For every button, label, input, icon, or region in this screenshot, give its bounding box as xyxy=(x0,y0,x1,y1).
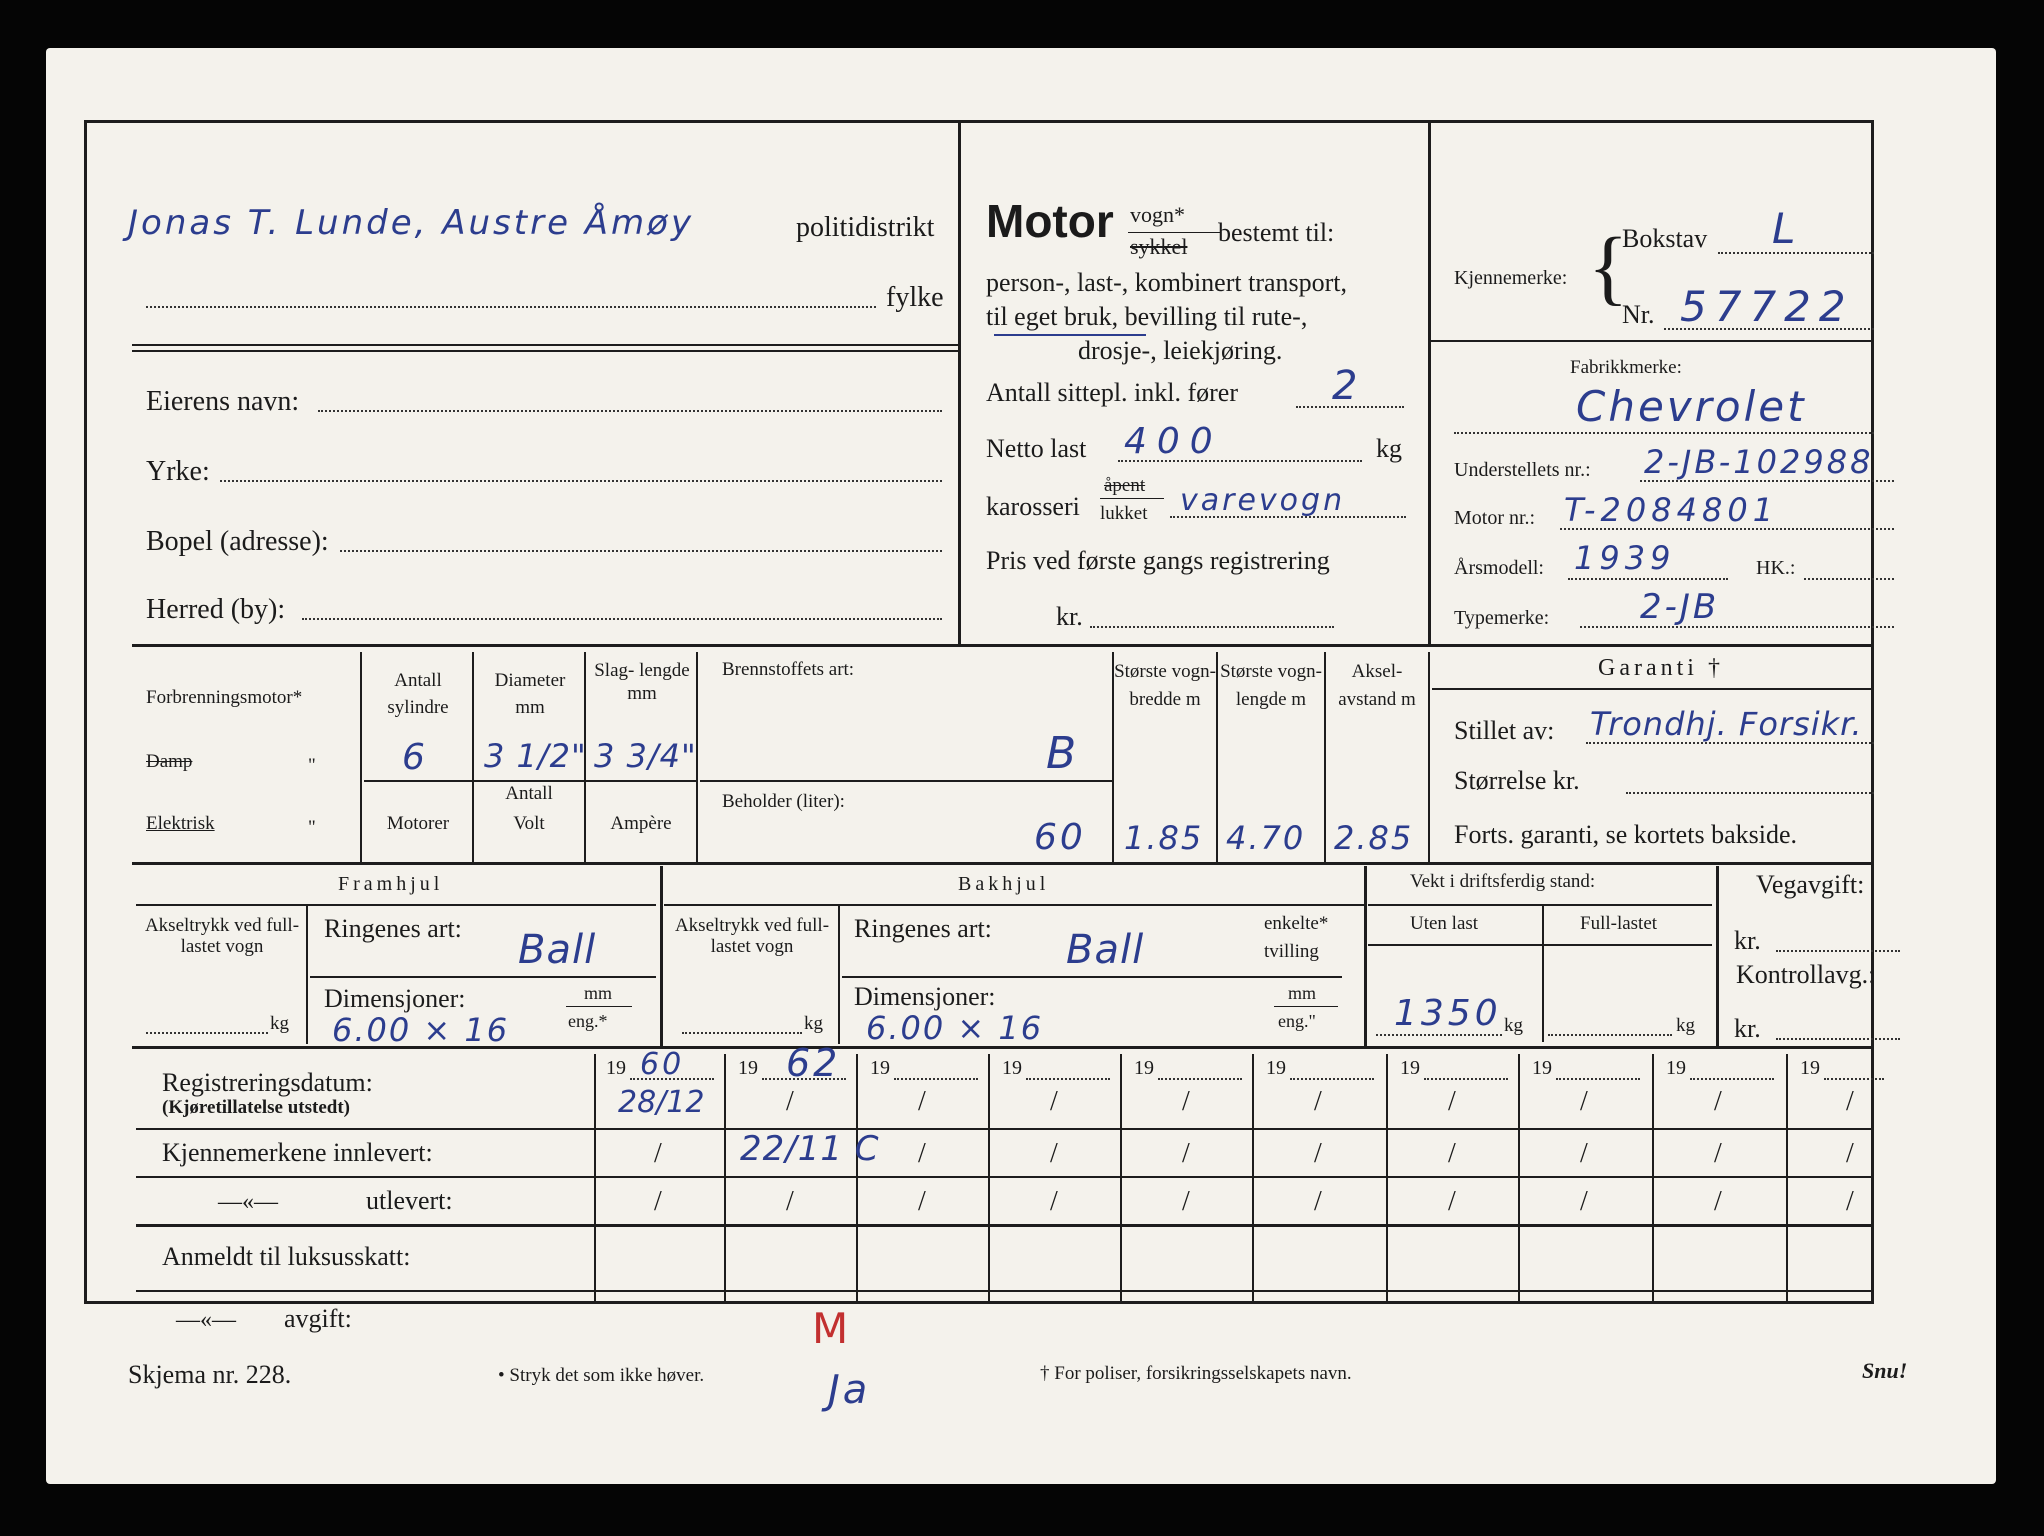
motornr-line xyxy=(1560,528,1894,530)
divider-v-motor xyxy=(958,120,961,644)
diameter-header: Diameter mm xyxy=(494,670,566,718)
eierens-navn-line xyxy=(318,410,942,412)
enkelte-label: enkelte* xyxy=(1264,913,1329,934)
bakhjul-title: Bakhjul xyxy=(958,873,1050,895)
full-lastet-kg: kg xyxy=(1676,1015,1695,1036)
tbl-col3 xyxy=(856,1054,858,1304)
slaglengde-header: Slag- lengde mm xyxy=(594,660,690,704)
pris-kr-label: kr. xyxy=(1056,602,1083,631)
tbl-col2 xyxy=(724,1054,726,1304)
divider-h-reg xyxy=(1428,340,1874,342)
year-prefix-9: 19 xyxy=(1666,1057,1686,1079)
fram-akseltrykk-kg: kg xyxy=(270,1013,289,1034)
divider-h-left2 xyxy=(132,350,958,352)
uten-last-line xyxy=(1376,1034,1502,1036)
slash-inn-3: / xyxy=(918,1138,926,1169)
karosseri-handwritten: varevogn xyxy=(1180,483,1346,518)
innlevert-label: Kjennemerkene innlevert: xyxy=(162,1138,433,1167)
luksusskatt-label: Anmeldt til luksusskatt: xyxy=(162,1242,411,1271)
slash-inn-7: / xyxy=(1448,1138,1456,1169)
year-line-3 xyxy=(894,1078,978,1080)
yrke-line xyxy=(220,480,942,482)
yrke-label: Yrke: xyxy=(146,456,210,487)
fram-h xyxy=(136,904,656,906)
fabrikkmerke-label: Fabrikkmerke: xyxy=(1570,357,1682,378)
sykkel-label: sykkel xyxy=(1130,234,1188,259)
wheels-col-vekt xyxy=(1364,866,1367,1046)
kontrollavgift-kr: kr. xyxy=(1734,1014,1761,1043)
bokstav-handwritten: L xyxy=(1772,204,1799,253)
nr-label: Nr. xyxy=(1622,300,1655,329)
typemerke-label: Typemerke: xyxy=(1454,607,1550,629)
vogn-fraction-line xyxy=(1128,232,1220,233)
storrelse-line xyxy=(1626,792,1874,794)
slag-handwritten: 3 3/4" xyxy=(594,737,697,775)
slash-inn-1: / xyxy=(654,1138,662,1169)
owner-district-handwritten: Jonas T. Lunde, Austre Åmøy xyxy=(128,203,695,243)
arsmodell-handwritten: 1939 xyxy=(1574,539,1676,577)
year-prefix-4: 19 xyxy=(1002,1057,1022,1079)
slash-reg-5: / xyxy=(1182,1086,1190,1117)
tbl-col7 xyxy=(1386,1054,1388,1304)
slash-reg-8: / xyxy=(1580,1086,1588,1117)
bak-mm-fraction xyxy=(1274,1006,1338,1007)
hk-line xyxy=(1804,578,1894,580)
fram-mm-fraction xyxy=(566,1006,632,1007)
slash-reg-6: / xyxy=(1314,1086,1322,1117)
vegavgift-kr: kr. xyxy=(1734,926,1761,955)
elektrisk-label: Elektrisk xyxy=(146,813,215,834)
sylindre-handwritten: 6 xyxy=(402,737,428,778)
kjennemerke-label: Kjennemerke: xyxy=(1454,267,1568,289)
tbl-col4 xyxy=(988,1054,990,1304)
slash-ut-10: / xyxy=(1846,1186,1854,1217)
year-prefix-6: 19 xyxy=(1266,1057,1286,1079)
slash-inn-8: / xyxy=(1580,1138,1588,1169)
bak-ring-line xyxy=(842,976,1342,978)
year-line-10 xyxy=(1824,1078,1884,1080)
uten-last-kg: kg xyxy=(1504,1015,1523,1036)
bak-ringenes-label: Ringenes art: xyxy=(854,914,992,943)
slash-inn-5: / xyxy=(1182,1138,1190,1169)
divider-h-engine xyxy=(132,644,1874,647)
framhjul-title: Framhjul xyxy=(338,873,444,895)
fylke-label: fylke xyxy=(886,282,944,313)
fram-ringenes-label: Ringenes art: xyxy=(324,914,462,943)
slash-inn-6: / xyxy=(1314,1138,1322,1169)
netto-unit: kg xyxy=(1376,434,1402,463)
damp-label: Damp xyxy=(146,751,193,772)
year-1-handwritten: 60 xyxy=(640,1047,685,1082)
tbl-col6 xyxy=(1252,1054,1254,1304)
fabrikkmerke-handwritten: Chevrolet xyxy=(1576,382,1807,431)
understell-label: Understellets nr.: xyxy=(1454,459,1591,481)
bak-akseltrykk-kg: kg xyxy=(804,1013,823,1034)
stryk-note: • Stryk det som ikke høver. xyxy=(498,1365,705,1386)
year-2-handwritten: 62 xyxy=(786,1041,841,1085)
tbl-row1 xyxy=(136,1128,1874,1130)
date-1-handwritten: 28/12 xyxy=(618,1085,705,1120)
year-prefix-3: 19 xyxy=(870,1057,890,1079)
divider-h-left xyxy=(132,344,958,346)
bredde-handwritten: 1.85 xyxy=(1124,819,1204,857)
ampere-label: Ampère xyxy=(610,813,672,834)
slash-inn-9: / xyxy=(1714,1138,1722,1169)
avgift-label: avgift: xyxy=(284,1304,352,1333)
purpose-line-2: til eget bruk, bevilling til rute-, xyxy=(986,302,1308,331)
innlevert-2-handwritten: 22/11 C xyxy=(740,1129,880,1169)
karosseri-line xyxy=(1170,516,1406,518)
fram-mm-label: mm xyxy=(584,983,613,1003)
motornr-handwritten: T-2084801 xyxy=(1564,491,1779,529)
bak-h xyxy=(664,904,1364,906)
bokstav-label: Bokstav xyxy=(1622,224,1708,253)
slash-ut-7: / xyxy=(1448,1186,1456,1217)
slash-ut-3: / xyxy=(918,1186,926,1217)
fram-col xyxy=(306,904,308,1044)
tvilling-label: tvilling xyxy=(1264,941,1319,962)
pris-label: Pris ved første gangs registrering xyxy=(986,546,1330,575)
herred-line xyxy=(302,618,942,620)
bak-dim-handwritten: 6.00 × 16 xyxy=(866,1009,1044,1047)
slash-ut-6: / xyxy=(1314,1186,1322,1217)
slash-reg-9: / xyxy=(1714,1086,1722,1117)
year-prefix-1: 19 xyxy=(606,1057,626,1079)
garanti-title: Garanti † xyxy=(1598,655,1724,681)
year-prefix-2: 19 xyxy=(738,1057,758,1079)
lengde-handwritten: 4.70 xyxy=(1226,819,1306,857)
slash-ut-4: / xyxy=(1050,1186,1058,1217)
politidistrikt-label: politidistrikt xyxy=(796,212,935,243)
vekt-h1 xyxy=(1368,904,1712,906)
poliser-note: † For poliser, forsikringsselskapets navn. xyxy=(1040,1363,1352,1384)
fram-dimensjoner-label: Dimensjoner: xyxy=(324,984,466,1013)
netto-line xyxy=(1118,460,1362,462)
stillet-handwritten: Trondhj. Forsikr. xyxy=(1590,705,1863,743)
antall-sylindre-header: Antall sylindre xyxy=(387,670,449,718)
year-prefix-5: 19 xyxy=(1134,1057,1154,1079)
year-prefix-7: 19 xyxy=(1400,1057,1420,1079)
brennstoff-handwritten: B xyxy=(1046,728,1080,779)
tbl-col5 xyxy=(1120,1054,1122,1304)
arsmodell-line xyxy=(1568,578,1728,580)
slash-inn-4: / xyxy=(1050,1138,1058,1169)
slash-reg-4: / xyxy=(1050,1086,1058,1117)
slash-reg-2: / xyxy=(786,1086,794,1117)
damp-ditto: " xyxy=(308,755,316,776)
engine-col8 xyxy=(1428,652,1430,862)
underline-eget-bruk xyxy=(994,334,1146,336)
understell-line xyxy=(1640,480,1894,482)
year-prefix-8: 19 xyxy=(1532,1057,1552,1079)
vegavgift-line xyxy=(1776,950,1900,952)
fram-akseltrykk-line xyxy=(146,1032,268,1034)
slash-ut-5: / xyxy=(1182,1186,1190,1217)
slash-reg-10: / xyxy=(1846,1086,1854,1117)
storste-lengde-header: Største vogn- lengde m xyxy=(1220,661,1322,710)
engine-h1 xyxy=(364,780,696,782)
beholder-handwritten: 60 xyxy=(1034,817,1086,858)
bokstav-line xyxy=(1718,252,1874,254)
tbl-row3 xyxy=(136,1224,1874,1227)
pris-line xyxy=(1090,626,1334,628)
snu-label: Snu! xyxy=(1862,1358,1908,1383)
avgift-ditto: —«— xyxy=(176,1307,236,1333)
tbl-col10 xyxy=(1786,1054,1788,1304)
storste-bredde-header: Største vogn- bredde m xyxy=(1114,661,1216,710)
divider-v-reg xyxy=(1428,120,1431,644)
uten-last-label: Uten last xyxy=(1410,913,1479,934)
karosseri-label: karosseri xyxy=(986,492,1080,521)
purpose-line-3: drosje-, leiekjøring. xyxy=(1078,336,1283,365)
uten-last-handwritten: 1350 xyxy=(1394,993,1502,1034)
tbl-row2 xyxy=(136,1176,1874,1178)
elektrisk-ditto: " xyxy=(308,817,316,838)
vekt-col xyxy=(1542,904,1544,1042)
apent-label: åpent xyxy=(1104,475,1146,496)
diameter-handwritten: 3 1/2" xyxy=(484,737,587,775)
motor-title: Motor xyxy=(986,195,1114,247)
fabrikkmerke-line xyxy=(1454,432,1874,434)
typemerke-line xyxy=(1580,626,1894,628)
antall-label: Antall xyxy=(505,783,553,804)
understell-handwritten: 2-JB-102988 xyxy=(1644,443,1874,481)
slash-reg-3: / xyxy=(918,1086,926,1117)
motorer-label: Motorer xyxy=(386,813,450,834)
kontrollavgift-label: Kontrollavg.: xyxy=(1736,960,1876,989)
brennstoff-label: Brennstoffets art: xyxy=(722,659,855,680)
bestemt-label: bestemt til: xyxy=(1218,218,1335,247)
stillet-label: Stillet av: xyxy=(1454,716,1555,745)
m-mark: M xyxy=(812,1304,852,1353)
fylke-line xyxy=(146,306,876,308)
akselavstand-header: Aksel- avstand m xyxy=(1338,661,1416,710)
bopel-label: Bopel (adresse): xyxy=(146,526,329,557)
forbrenning-label: Forbrenningsmotor* xyxy=(146,687,303,708)
nr-handwritten: 57722 xyxy=(1680,282,1854,331)
year-line-4 xyxy=(1026,1078,1110,1080)
sitteplasser-line xyxy=(1296,406,1404,408)
kjennemerke-brace: { xyxy=(1588,221,1629,314)
motornr-label: Motor nr.: xyxy=(1454,507,1536,529)
bak-akseltrykk-header: Akseltrykk ved full-lastet vogn xyxy=(674,915,830,957)
wheels-col-mid xyxy=(660,866,663,1046)
herred-label: Herred (by): xyxy=(146,594,286,625)
tbl-col1 xyxy=(594,1054,596,1304)
skjema-label: Skjema nr. 228. xyxy=(128,1360,292,1389)
year-prefix-10: 19 xyxy=(1800,1057,1820,1079)
bak-mm-label: mm xyxy=(1288,983,1317,1003)
engine-col1 xyxy=(360,652,362,862)
tbl-row4 xyxy=(136,1290,1874,1292)
bak-akseltrykk-line xyxy=(682,1032,802,1034)
year-line-7 xyxy=(1424,1078,1508,1080)
slash-ut-1: / xyxy=(654,1186,662,1217)
slash-ut-2: / xyxy=(786,1186,794,1217)
reg-dato-label: Registreringsdatum: xyxy=(162,1068,373,1097)
bak-ring-handwritten: Ball xyxy=(1066,927,1145,973)
beholder-label: Beholder (liter): xyxy=(722,791,845,812)
stillet-line xyxy=(1586,742,1874,744)
forts-garanti-label: Forts. garanti, se kortets bakside. xyxy=(1454,820,1797,849)
aksel-handwritten: 2.85 xyxy=(1334,819,1414,857)
year-line-6 xyxy=(1290,1078,1374,1080)
year-line-8 xyxy=(1556,1078,1640,1080)
arsmodell-label: Årsmodell: xyxy=(1454,557,1544,579)
nr-line xyxy=(1664,328,1874,330)
slash-ut-9: / xyxy=(1714,1186,1722,1217)
slash-reg-7: / xyxy=(1448,1086,1456,1117)
fram-eng-label: eng.* xyxy=(568,1011,608,1031)
hk-label: HK.: xyxy=(1756,557,1796,579)
storrelse-label: Størrelse kr. xyxy=(1454,766,1580,795)
divider-h-wheels xyxy=(132,862,1874,865)
tbl-col9 xyxy=(1652,1054,1654,1304)
tbl-col8 xyxy=(1518,1054,1520,1304)
fram-dim-handwritten: 6.00 × 16 xyxy=(332,1011,510,1049)
purpose-line-1: person-, last-, kombinert transport, xyxy=(986,268,1348,297)
vekt-h2 xyxy=(1368,944,1712,946)
garanti-h xyxy=(1432,688,1874,690)
full-lastet-label: Full-lastet xyxy=(1580,913,1658,934)
typemerke-handwritten: 2-JB xyxy=(1640,587,1720,627)
year-line-9 xyxy=(1690,1078,1774,1080)
volt-label: Volt xyxy=(513,813,545,834)
slash-inn-10: / xyxy=(1846,1138,1854,1169)
fram-ring-line xyxy=(310,976,656,978)
vekt-label: Vekt i driftsferdig stand: xyxy=(1410,871,1596,892)
kjoretillatelse-label: (Kjøretillatelse utstedt) xyxy=(162,1097,351,1118)
slash-ut-8: / xyxy=(1580,1186,1588,1217)
fram-ring-handwritten: Ball xyxy=(518,927,597,973)
engine-h2 xyxy=(700,780,1112,782)
lukket-label: lukket xyxy=(1100,503,1148,524)
stamp-handwritten: Ja xyxy=(828,1367,871,1413)
netto-label: Netto last xyxy=(986,434,1087,463)
wheels-col-veg xyxy=(1716,866,1719,1046)
year-line-5 xyxy=(1158,1078,1242,1080)
vogn-label: vogn* xyxy=(1130,202,1185,227)
fram-akseltrykk-header: Akseltrykk ved full-lastet vogn xyxy=(144,915,300,957)
kontrollavgift-line xyxy=(1776,1038,1900,1040)
utlevert-label: utlevert: xyxy=(366,1186,453,1215)
karosseri-fraction-line xyxy=(1100,498,1164,499)
bak-col xyxy=(838,904,840,1044)
eierens-navn-label: Eierens navn: xyxy=(146,386,300,417)
sitteplasser-label: Antall sittepl. inkl. fører xyxy=(986,378,1239,407)
bak-dimensjoner-label: Dimensjoner: xyxy=(854,982,996,1011)
sitteplasser-handwritten: 2 xyxy=(1332,363,1361,409)
bopel-line xyxy=(340,550,942,552)
full-lastet-line xyxy=(1548,1034,1672,1036)
netto-handwritten: 400 xyxy=(1124,421,1223,462)
utlevert-ditto: —«— xyxy=(218,1189,278,1215)
bak-eng-label: eng." xyxy=(1278,1011,1316,1031)
vegavgift-label: Vegavgift: xyxy=(1756,870,1865,899)
